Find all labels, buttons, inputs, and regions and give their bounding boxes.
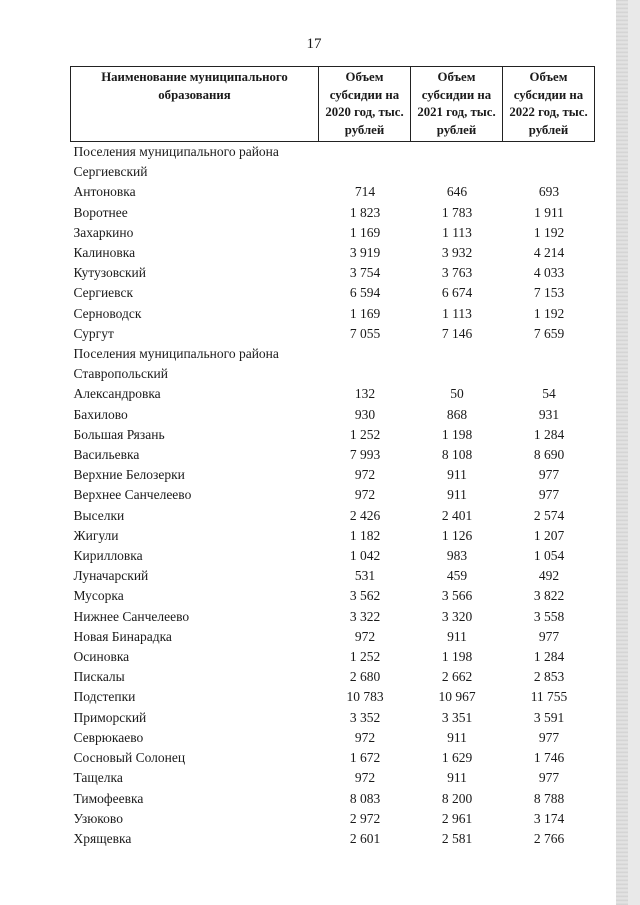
subsidy-2021-cell: 3 566 bbox=[441, 588, 473, 604]
table-row bbox=[71, 566, 595, 586]
table-row bbox=[71, 203, 595, 223]
table-row bbox=[71, 748, 595, 768]
municipality-name: Хрящевка bbox=[73, 830, 132, 846]
subsidy-2020-cell: 2 426 bbox=[349, 507, 381, 523]
empty-cell bbox=[319, 344, 411, 384]
subsidy-2022-cell: 693 bbox=[538, 184, 560, 200]
municipality-name: Васильевка bbox=[73, 447, 140, 463]
subsidy-2021-cell: 911 bbox=[447, 467, 467, 483]
table-row bbox=[71, 324, 595, 344]
municipality-name: Сургут bbox=[73, 325, 114, 341]
subsidy-2022-cell: 977 bbox=[538, 467, 560, 483]
table-row bbox=[71, 728, 595, 748]
table-row bbox=[71, 223, 595, 243]
subsidy-2020-cell: 1 169 bbox=[349, 305, 381, 321]
subsidy-2022-cell: 8 690 bbox=[533, 447, 565, 463]
table-row bbox=[71, 768, 595, 788]
subsidy-2022-cell: 4 214 bbox=[533, 245, 565, 261]
subsidy-2020-cell: 1 252 bbox=[349, 426, 381, 442]
subsidy-2020-cell: 972 bbox=[354, 487, 376, 503]
subsidy-2020-cell: 3 754 bbox=[349, 265, 381, 281]
municipality-name: Тащелка bbox=[73, 770, 123, 786]
subsidy-2021-cell: 868 bbox=[446, 406, 468, 422]
subsidy-2020-cell: 1 672 bbox=[349, 750, 381, 766]
subsidy-2022-cell: 1 746 bbox=[533, 750, 565, 766]
municipality-name: Новая Бинарадка bbox=[73, 628, 172, 644]
empty-cell bbox=[503, 142, 595, 183]
subsidy-2021-cell: 8 108 bbox=[441, 447, 473, 463]
subsidy-2022-cell: 7 153 bbox=[533, 285, 565, 301]
table-row bbox=[71, 647, 595, 667]
table-row bbox=[71, 405, 595, 425]
subsidy-table bbox=[70, 66, 595, 849]
municipality-name: Сосновый Солонец bbox=[73, 750, 186, 766]
subsidy-2020-cell: 6 594 bbox=[349, 285, 381, 301]
municipality-name: Серноводск bbox=[73, 305, 142, 321]
municipality-name: Сергиевск bbox=[73, 285, 134, 301]
subsidy-2020-cell: 8 083 bbox=[349, 790, 381, 806]
subsidy-2020-cell: 3 562 bbox=[349, 588, 381, 604]
municipality-name: Антоновка bbox=[73, 184, 136, 200]
subsidy-2021-cell: 911 bbox=[447, 770, 467, 786]
subsidy-2022-cell: 931 bbox=[538, 406, 560, 422]
subsidy-2022-cell: 1 911 bbox=[534, 204, 564, 220]
subsidy-2020-cell: 1 823 bbox=[349, 204, 381, 220]
table-row bbox=[71, 425, 595, 445]
subsidy-2021-cell: 911 bbox=[447, 628, 467, 644]
subsidy-2020-cell: 531 bbox=[354, 568, 376, 584]
subsidy-2021-cell: 1 783 bbox=[441, 204, 473, 220]
subsidy-2021-cell: 911 bbox=[447, 487, 467, 503]
table-row bbox=[71, 384, 595, 404]
subsidy-2021-cell: 7 146 bbox=[441, 325, 473, 341]
empty-cell bbox=[411, 142, 503, 183]
group-heading-row bbox=[71, 344, 595, 384]
subsidy-2022-cell: 1 054 bbox=[533, 548, 565, 564]
subsidy-2021-cell: 2 961 bbox=[441, 810, 473, 826]
table-row bbox=[71, 182, 595, 202]
subsidy-2021-cell: 646 bbox=[446, 184, 468, 200]
table-row bbox=[71, 687, 595, 707]
subsidy-2020-cell: 972 bbox=[354, 729, 376, 745]
subsidy-2021-cell: 1 198 bbox=[441, 649, 473, 665]
subsidy-2020-cell: 7 055 bbox=[349, 325, 381, 341]
subsidy-2022-cell: 492 bbox=[538, 568, 560, 584]
municipality-name: Севрюкаево bbox=[73, 729, 144, 745]
municipality-name: Кирилловка bbox=[73, 548, 143, 564]
municipality-name: Тимофеевка bbox=[73, 790, 144, 806]
table-row bbox=[71, 465, 595, 485]
group-heading: Поселения муниципального района Сергиевский bbox=[73, 144, 279, 180]
header-subsidy-2021: Объем субсидии на 2021 год, тыс. рублей bbox=[411, 67, 503, 142]
municipality-name: Нижнее Санчелеево bbox=[73, 608, 190, 624]
table-header-row bbox=[71, 67, 595, 142]
municipality-name: Пискалы bbox=[73, 669, 125, 685]
subsidy-2020-cell: 2 601 bbox=[349, 830, 381, 846]
subsidy-2020-cell: 1 252 bbox=[349, 649, 381, 665]
subsidy-2021-cell: 1 198 bbox=[441, 426, 473, 442]
table-row bbox=[71, 546, 595, 566]
subsidy-2021-cell: 1 126 bbox=[441, 527, 473, 543]
table-row bbox=[71, 586, 595, 606]
municipality-name: Узюково bbox=[73, 810, 123, 826]
subsidy-2022-cell: 2 853 bbox=[533, 669, 565, 685]
subsidy-2020-cell: 1 169 bbox=[349, 224, 381, 240]
subsidy-2020-cell: 2 680 bbox=[349, 669, 381, 685]
subsidy-2022-cell: 3 558 bbox=[533, 608, 565, 624]
table-row bbox=[71, 445, 595, 465]
subsidy-2022-cell: 3 174 bbox=[533, 810, 565, 826]
header-municipality: Наименование муниципального образования bbox=[71, 67, 319, 142]
municipality-name: Жигули bbox=[73, 527, 119, 543]
table-row bbox=[71, 526, 595, 546]
subsidy-2022-cell: 977 bbox=[538, 770, 560, 786]
group-heading-row bbox=[71, 142, 595, 183]
subsidy-2020-cell: 972 bbox=[354, 467, 376, 483]
subsidy-2021-cell: 10 967 bbox=[438, 689, 476, 705]
subsidy-2020-cell: 3 322 bbox=[349, 608, 381, 624]
table-row bbox=[71, 829, 595, 849]
group-heading: Поселения муниципального района Ставропольский bbox=[73, 346, 279, 382]
subsidy-2021-cell: 8 200 bbox=[441, 790, 473, 806]
subsidy-2022-cell: 7 659 bbox=[533, 325, 565, 341]
subsidy-2020-cell: 7 993 bbox=[349, 447, 381, 463]
subsidy-2020-cell: 3 352 bbox=[349, 709, 381, 725]
table-row bbox=[71, 708, 595, 728]
subsidy-2020-cell: 972 bbox=[354, 770, 376, 786]
municipality-name: Верхнее Санчелеево bbox=[73, 487, 192, 503]
municipality-name: Воротнее bbox=[73, 204, 128, 220]
subsidy-2021-cell: 3 932 bbox=[441, 245, 473, 261]
subsidy-2020-cell: 930 bbox=[354, 406, 376, 422]
municipality-name: Приморский bbox=[73, 709, 147, 725]
subsidy-2021-cell: 2 581 bbox=[441, 830, 473, 846]
subsidy-2021-cell: 911 bbox=[447, 729, 467, 745]
subsidy-2021-cell: 3 320 bbox=[441, 608, 473, 624]
municipality-name: Большая Рязань bbox=[73, 426, 165, 442]
table-body bbox=[71, 142, 595, 850]
subsidy-2022-cell: 977 bbox=[538, 487, 560, 503]
subsidy-2021-cell: 1 113 bbox=[442, 224, 472, 240]
subsidy-2022-cell: 3 822 bbox=[533, 588, 565, 604]
subsidy-2022-cell: 1 192 bbox=[533, 224, 565, 240]
municipality-name: Бахилово bbox=[73, 406, 128, 422]
empty-cell bbox=[411, 344, 503, 384]
subsidy-2022-cell: 4 033 bbox=[533, 265, 565, 281]
empty-cell bbox=[503, 344, 595, 384]
subsidy-2022-cell: 54 bbox=[542, 386, 556, 402]
subsidy-2021-cell: 983 bbox=[446, 548, 468, 564]
table-row bbox=[71, 263, 595, 283]
table-row bbox=[71, 304, 595, 324]
subsidy-2022-cell: 1 207 bbox=[533, 527, 565, 543]
municipality-name: Луначарский bbox=[73, 568, 149, 584]
subsidy-2022-cell: 1 284 bbox=[533, 426, 565, 442]
subsidy-2022-cell: 1 192 bbox=[533, 305, 565, 321]
subsidy-2021-cell: 459 bbox=[446, 568, 468, 584]
subsidy-2020-cell: 1 042 bbox=[349, 548, 381, 564]
subsidy-2022-cell: 977 bbox=[538, 729, 560, 745]
municipality-name: Захаркино bbox=[73, 224, 134, 240]
subsidy-2020-cell: 2 972 bbox=[349, 810, 381, 826]
subsidy-2022-cell: 977 bbox=[538, 628, 560, 644]
table-row bbox=[71, 627, 595, 647]
subsidy-2020-cell: 972 bbox=[354, 628, 376, 644]
scan-edge bbox=[616, 0, 628, 905]
subsidy-2021-cell: 1 113 bbox=[442, 305, 472, 321]
table-row bbox=[71, 607, 595, 627]
table-row bbox=[71, 809, 595, 829]
empty-cell bbox=[319, 142, 411, 183]
table-row bbox=[71, 243, 595, 263]
table-row bbox=[71, 506, 595, 526]
municipality-name: Кутузовский bbox=[73, 265, 147, 281]
subsidy-2020-cell: 1 182 bbox=[349, 527, 381, 543]
municipality-name: Калиновка bbox=[73, 245, 136, 261]
subsidy-2020-cell: 714 bbox=[354, 184, 376, 200]
subsidy-2022-cell: 11 755 bbox=[530, 689, 568, 705]
subsidy-2020-cell: 3 919 bbox=[349, 245, 381, 261]
subsidy-2022-cell: 1 284 bbox=[533, 649, 565, 665]
subsidy-2021-cell: 50 bbox=[450, 386, 464, 402]
table-row bbox=[71, 283, 595, 303]
subsidy-2021-cell: 6 674 bbox=[441, 285, 473, 301]
subsidy-2022-cell: 3 591 bbox=[533, 709, 565, 725]
table-row bbox=[71, 485, 595, 505]
header-subsidy-2020: Объем субсидии на 2020 год, тыс. рублей bbox=[319, 67, 411, 142]
subsidy-2022-cell: 8 788 bbox=[533, 790, 565, 806]
municipality-name: Мусорка bbox=[73, 588, 124, 604]
subsidy-2022-cell: 2 574 bbox=[533, 507, 565, 523]
municipality-name: Подстепки bbox=[73, 689, 136, 705]
page-number: 17 bbox=[306, 36, 322, 52]
subsidy-2020-cell: 132 bbox=[354, 386, 376, 402]
subsidy-2022-cell: 2 766 bbox=[533, 830, 565, 846]
header-subsidy-2022: Объем субсидии на 2022 год, тыс. рублей bbox=[503, 67, 595, 142]
subsidy-2021-cell: 2 401 bbox=[441, 507, 473, 523]
subsidy-2020-cell: 10 783 bbox=[346, 689, 384, 705]
subsidy-2021-cell: 3 351 bbox=[441, 709, 473, 725]
municipality-name: Осиновка bbox=[73, 649, 130, 665]
table-row bbox=[71, 789, 595, 809]
table-row bbox=[71, 667, 595, 687]
subsidy-2021-cell: 2 662 bbox=[441, 669, 473, 685]
subsidy-2021-cell: 3 763 bbox=[441, 265, 473, 281]
subsidy-2021-cell: 1 629 bbox=[441, 750, 473, 766]
municipality-name: Верхние Белозерки bbox=[73, 467, 185, 483]
municipality-name: Александровка bbox=[73, 386, 161, 402]
municipality-name: Выселки bbox=[73, 507, 125, 523]
